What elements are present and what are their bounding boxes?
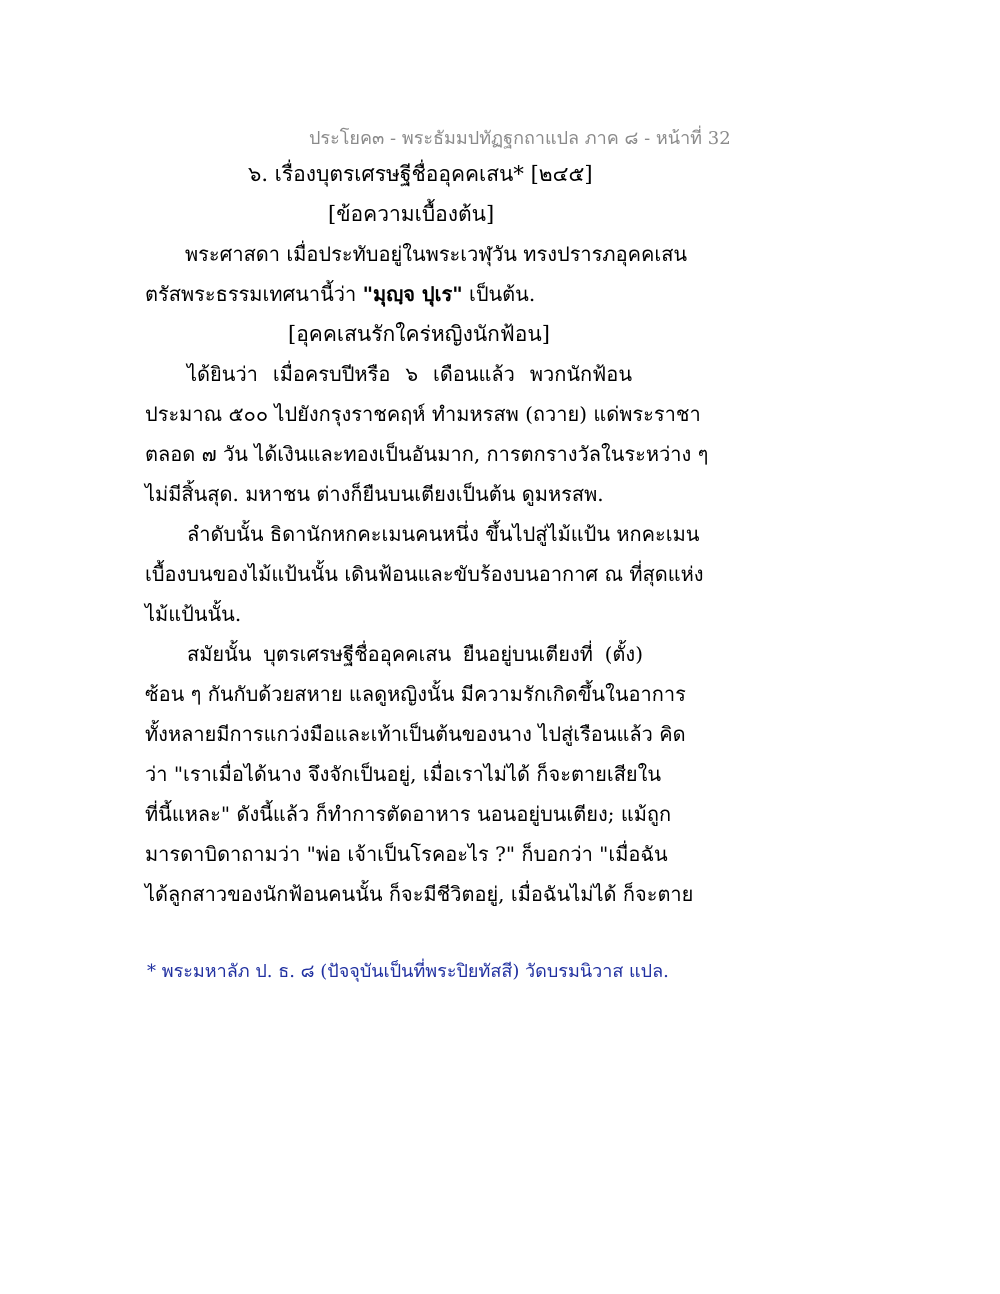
paragraph-line: ลำดับนั้น ธิดานักหกคะเมนคนหนึ่ง ขึ้นไปสู่ไม้แป้น หกคะเมน [187,522,700,546]
section-subheading-story: [อุคคเสนรักใคร่หญิงนักฟ้อน] [288,322,550,346]
text-run: เป็นต้น. [462,282,536,306]
paragraph-line: มารดาบิดาถามว่า "พ่อ เจ้าเป็นโรคอะไร ?" ก็บอกว่า "เมื่อฉัน [145,842,668,866]
paragraph-line: ตลอด ๗ วัน ได้เงินและทองเป็นอันมาก, การตกรางวัลในระหว่าง ๆ [145,442,709,466]
text-run: ตรัสพระธรรมเทศนานี้ว่า [145,282,363,306]
running-header: ประโยค๓ - พระธัมมปทัฏฐกถาแปล ภาค ๘ - หน้าที่ 32 [309,128,731,149]
section-subheading-intro: [ข้อความเบื้องต้น] [328,202,495,226]
paragraph-line: ประมาณ ๕๐๐ ไปยังกรุงราชคฤห์ ทำมหรสพ (ถวาย) แด่พระราชา [145,402,701,426]
chapter-title: ๖. เรื่องบุตรเศรษฐีชื่ออุคคเสน* [๒๔๕] [248,162,593,186]
paragraph-line: ได้ลูกสาวของนักฟ้อนคนนั้น ก็จะมีชีวิตอยู่, เมื่อฉันไม่ได้ ก็จะตาย [145,882,694,906]
paragraph-line: ซ้อน ๆ กันกับด้วยสหาย แลดูหญิงนั้น มีความรักเกิดขึ้นในอาการ [145,682,686,706]
paragraph-line: ทั้งหลายมีการแกว่งมือและเท้าเป็นต้นของนาง ไปสู่เรือนแล้ว คิด [145,722,686,746]
footnote: * พระมหาลัภ ป. ธ. ๘ (ปัจจุบันเป็นที่พระปิยทัสสี) วัดบรมนิวาส แปล. [147,961,669,982]
paragraph-line [145,280,535,308]
paragraph-line: ว่า "เราเมื่อได้นาง จึงจักเป็นอยู่, เมื่อเราไม่ได้ ก็จะตายเสียใน [145,762,662,786]
paragraph-line: ได้ยินว่า เมื่อครบปีหรือ ๖ เดือนแล้ว พวกนักฟ้อน [187,362,632,386]
paragraph-line: สมัยนั้น บุตรเศรษฐีชื่ออุคคเสน ยืนอยู่บนเตียงที่ (ตั้ง) [187,642,643,666]
pali-quote: "มุญฺจ ปุเร" [362,282,463,306]
paragraph-line: พระศาสดา เมื่อประทับอยู่ในพระเวฬุวัน ทรงปรารภอุคคเสน [185,242,688,266]
paragraph-line: ไม่มีสิ้นสุด. มหาชน ต่างก็ยืนบนเตียงเป็นต้น ดูมหรสพ. [145,482,604,506]
paragraph-line: ไม้แป้นนั้น. [145,602,242,626]
paragraph-line: เบื้องบนของไม้แป้นนั้น เดินฟ้อนและขับร้องบนอากาศ ณ ที่สุดแห่ง [145,562,704,586]
paragraph-line: ที่นี้แหละ" ดังนี้แล้ว ก็ทำการตัดอาหาร นอนอยู่บนเตียง; แม้ถูก [145,802,672,826]
